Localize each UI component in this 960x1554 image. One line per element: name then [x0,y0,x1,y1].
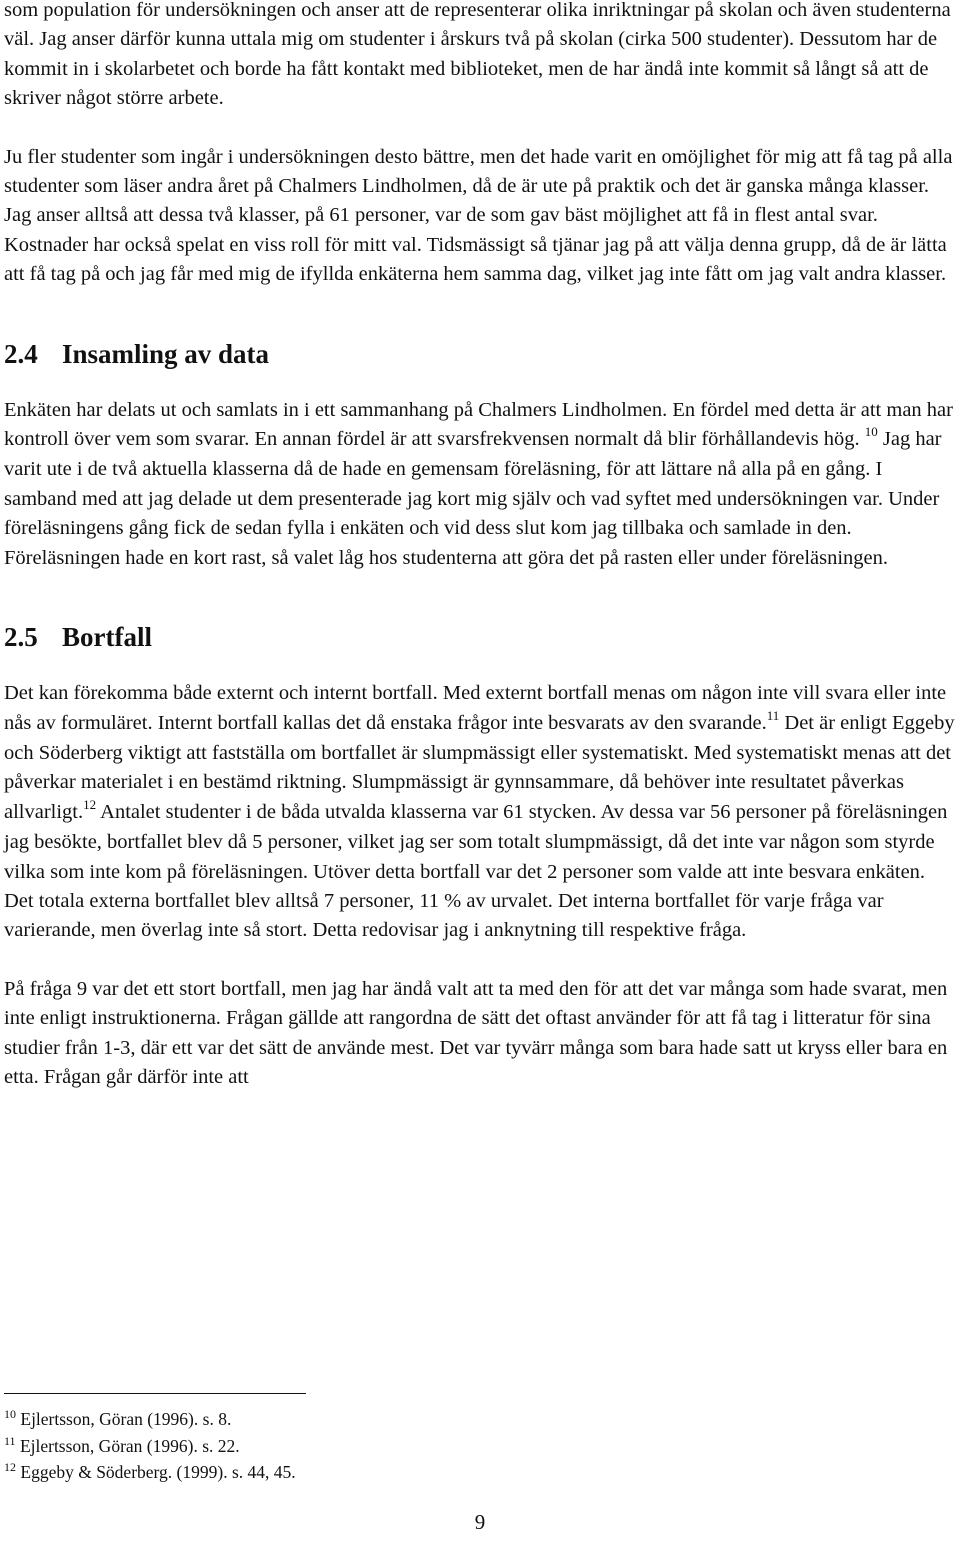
paragraph-text: Det är enligt Eggeby och Söderberg viktigt att fastställa om bortfallet är slumpmässigt eller systematiskt. Med systematiskt menas att det påverkar materialet i en bestämd riktning. Slumpmässigt är gynnsammare, då behöver inte resultatet påverkas allvarligt. [4,711,955,823]
body-paragraph: Ju fler studenter som ingår i undersökningen desto bättre, men det hade varit en omöjlighet för mig att få tag på alla studenter som läser andra året på Chalmers Lindholmen, då de är ute på praktik och det är ganska många klasser. Jag anser alltså att dessa två klasser, på 61 personer, var de som gav bäst möjlighet att få in flest antal svar. Kostnader har också spelat en viss roll för mitt val. Tidsmässigt så tjänar jag på att välja denna grupp, då de är lätta att få tag på och jag får med mig de ifyllda enkäterna hem samma dag, vilket jag inte fått om jag valt andra klasser. [4,145,953,286]
footnote-number: 10 [4,1407,16,1421]
footnote-number: 11 [4,1433,16,1448]
footnote-reference: 11 [766,707,780,723]
section-gap [4,290,956,334]
paragraph-text: Antalet studenter i de båda utvalda klasserna var 61 stycken. Av dessa var 56 personer på föreläsningen jag besökte, bortfallet blev då 5 personer, vilket jag ser som totalt slumpmässigt, då det inte var någon som styrde vilka som inte kom på föreläsningen. Utöver detta bortfall var det 2 personer som valde att inte besvara enkäten. Det totala externa bortfallet blev alltså 7 personer, 11 % av urvalet. Det interna bortfallet för varje fråga var varierande, men överlag inte så stort. Detta redovisar jag i anknytning till respektive fråga. [4,800,948,942]
section-number: 2.4 [4,338,38,369]
footnote-reference: 12 [83,796,97,812]
document-page [4,0,956,1092]
heading-gap [4,374,956,396]
paragraph-text: Enkäten har delats ut och samlats in i ett sammanhang på Chalmers Lindholmen. En fördel med detta är att man har kontroll över vem som svarar. En annan fördel är att svarsfrekvensen normalt då blir förhållandevis hög. [4,398,953,451]
paragraph-text: Det kan förekomma både externt och internt bortfall. Med externt bortfall menas om någon inte vill svara eller inte nås av formuläret. Internt bortfall kallas det då enstaka frågor inte besvarats av den svarande. [4,682,947,734]
section-title: Bortfall [62,622,152,653]
footnote [4,1407,296,1434]
body-paragraph: som population för undersökningen och anser att de representerar olika inriktningar på skolan och även studenterna väl. Jag anser därför kunna uttala mig om studenter i årskurs två på skolan (cirka 500 studenter). Dessutom har de kommit in i skolarbetet och borde ha fått kontakt med biblioteket, men de har ändå inte kommit så långt så att de skriver något större arbete. [4,0,951,110]
body-paragraph: På fråga 9 var det ett stort bortfall, men jag har ändå valt att ta med den för att det var många som hade svarat, men inte enligt instruktionerna. Frågan gällde att rangordna de sätt det oftast använder för att få tag i litteratur för sina studier från 1-3, där ett var det sätt de använde mest. Det var tyvärr många som bara hade satt ut kryss eller bara en etta. Frågan går därför inte att [4,977,948,1088]
footnote-number: 12 [4,1460,16,1474]
page-number: 9 [474,1510,486,1534]
footnote-text: Eggeby & Söderberg. (1999). s. 44, 45. [20,1462,296,1482]
paragraph-gap [4,114,956,143]
footnote [4,1434,296,1461]
footnote [4,1460,296,1487]
paragraph-text: Jag har varit ute i de två aktuella klasserna då de hade en gemensam föreläsning, för att lättare nå alla på en gång. I samband med att jag delade ut dem presenterade jag kort mig själv och vad syftet med undersökningen var. Under föreläsningens gång fick de sedan fylla i enkäten och vid dess slut kom jag tillbaka och samlade in den. Föreläsningen hade en kort rast, så valet låg hos studenterna att göra det på rasten eller under föreläsningen. [4,428,942,569]
section-gap [4,573,956,617]
footnotes [4,1407,296,1487]
body-paragraph [4,679,956,946]
body-paragraph [4,396,956,573]
section-heading [4,334,956,374]
heading-gap [4,657,956,679]
paragraph-gap [4,946,956,975]
section-heading [4,617,956,657]
footnote-text: Ejlertsson, Göran (1996). s. 22. [19,1435,240,1456]
section-number: 2.5 [4,622,38,653]
footnote-reference: 10 [864,424,878,440]
footnote-text: Ejlertsson, Göran (1996). s. 8. [20,1409,232,1429]
footnote-separator [4,1393,306,1394]
section-title: Insamling av data [62,338,270,369]
